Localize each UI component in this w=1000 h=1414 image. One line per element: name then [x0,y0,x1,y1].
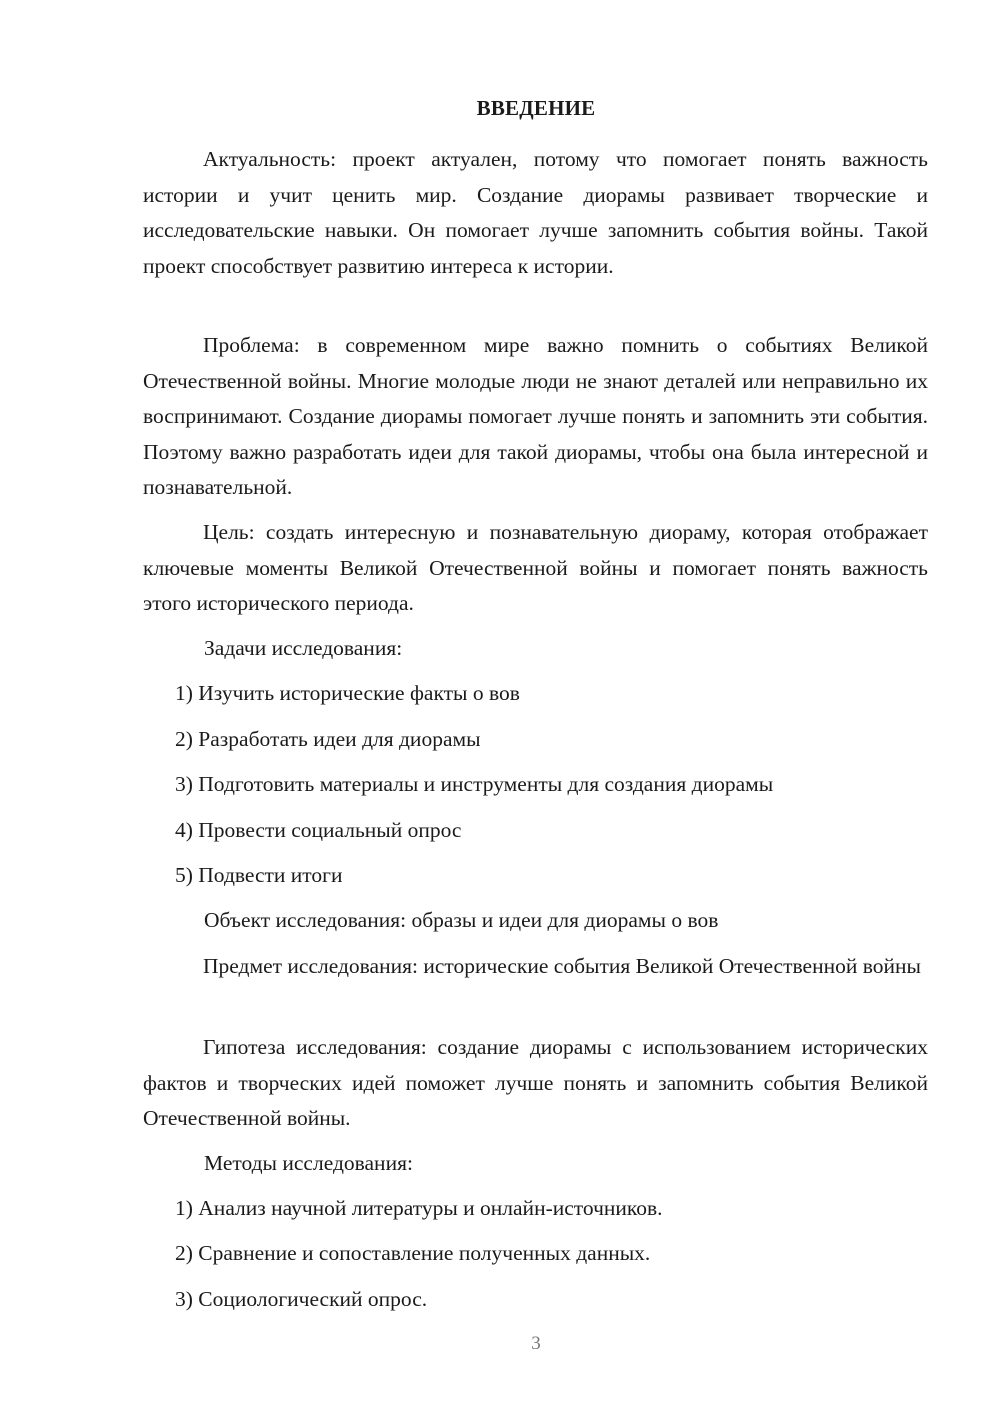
research-object: Объект исследования: образы и идеи для диорамы о вов [204,908,719,932]
problem-paragraph: Проблема: в современном мире важно помнить о событиях Великой Отечественной войны. Многие молодые люди не знают деталей или неправильно их воспринимают. Создание диорамы помогает лучше понять и запомнить эти события. Поэтому важно разработать идеи для такой диорамы, чтобы она была интересной и познавательной. [143,333,928,499]
goal-paragraph: Цель: создать интересную и познавательную диораму, которая отображает ключевые моменты Великой Отечественной войны и помогает понять важность этого исторического периода. [143,520,928,615]
task-item: 4) Провести социальный опрос [175,818,462,842]
task-item: 3) Подготовить материалы и инструменты для создания диорамы [175,772,774,796]
task-item: 2) Разработать идеи для диорамы [175,727,481,751]
task-item: 1) Изучить исторические факты о вов [175,681,520,705]
research-subject: Предмет исследования: исторические события Великой Отечественной войны [203,954,921,978]
page-title: ВВЕДЕНИЕ [476,96,596,120]
method-item: 2) Сравнение и сопоставление полученных данных. [175,1241,651,1265]
methods-heading: Методы исследования: [204,1151,413,1175]
relevance-paragraph: Актуальность: проект актуален, потому что помогает понять важность истории и учит ценить мир. Создание диорамы развивает творческие и исследовательские навыки. Он помогает лучше запомнить события войны. Такой проект способствует развитию интереса к истории. [143,147,928,278]
page-number: 3 [531,1333,541,1354]
method-item: 3) Социологический опрос. [175,1287,428,1311]
research-hypothesis: Гипотеза исследования: создание диорамы с использованием исторических фактов и творческих идей поможет лучше понять и запомнить события Великой Отечественной войны. [143,1035,928,1130]
task-item: 5) Подвести итоги [175,863,343,887]
method-item: 1) Анализ научной литературы и онлайн-источников. [175,1196,663,1220]
tasks-heading: Задачи исследования: [204,636,403,660]
